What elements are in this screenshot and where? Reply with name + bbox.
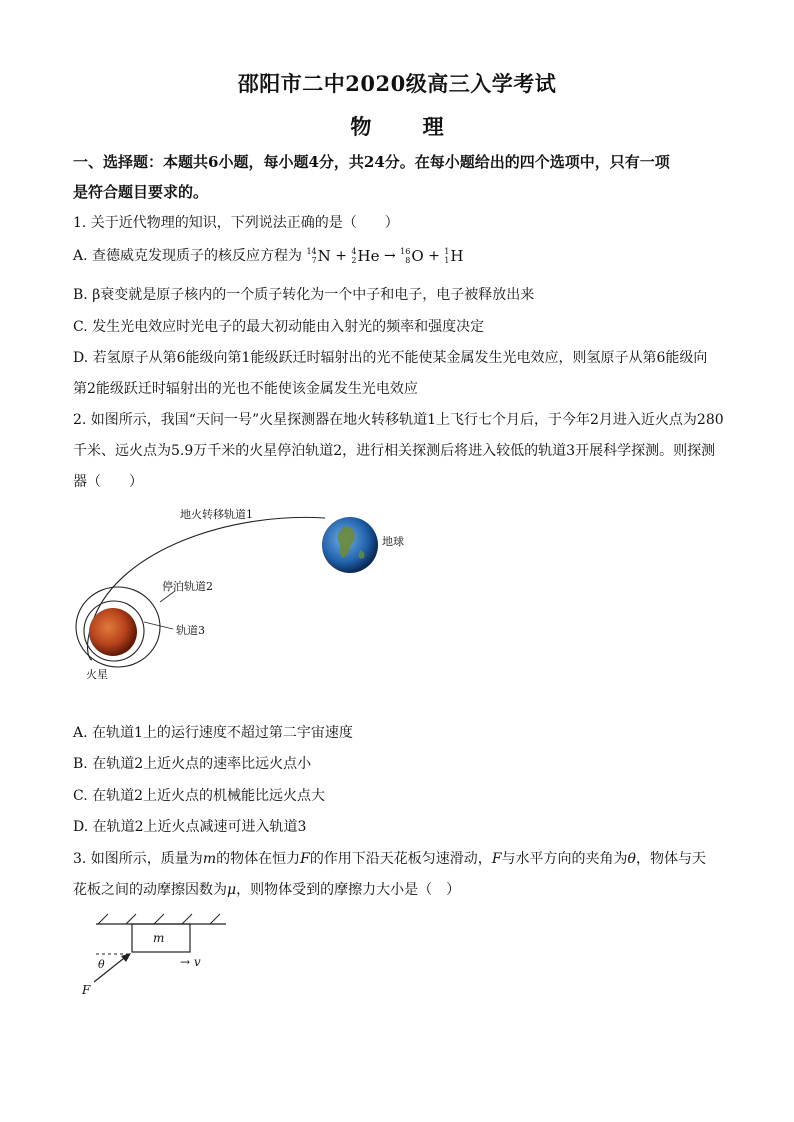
q1-option-d-line2: 第2能级跃迁时辐射出的光也不能使该金属发生光电效应 — [73, 381, 418, 397]
q2-stem-line1: 2. 如图所示，我国“天问一号”火星探测器在地火转移轨道1上飞行七个月后，于今年2月进入近火点为280 — [73, 412, 724, 428]
q2-option-d: D. 在轨道2上近火点减速可进入轨道3 — [73, 819, 307, 835]
q3-stem-text: 的物体在恒力 — [216, 851, 301, 867]
q2-option-a: A. 在轨道1上的运行速度不超过第二宇宙速度 — [73, 725, 353, 741]
q2-option-b: B. 在轨道2上近火点的速率比远火点小 — [73, 756, 312, 772]
nuclide-he-mass: 4 — [351, 247, 357, 256]
q2-option-c: C. 在轨道2上近火点的机械能比远火点大 — [73, 788, 326, 804]
var-F: F — [491, 851, 502, 867]
exam-title: 邵阳市二中2020级高三入学考试 — [237, 71, 557, 96]
earth-label: 地球 — [382, 535, 404, 548]
nuclide-h-mass: 1 — [444, 247, 450, 256]
exam-subject: 物 理 — [350, 114, 466, 139]
q3-stem-line1 — [73, 849, 733, 869]
arrow-icon: → — [383, 248, 396, 264]
plus-sign: + — [428, 248, 440, 264]
nuclide-h — [444, 246, 463, 266]
q3-stem-text: 的作用下沿天花板匀速滑动， — [309, 851, 492, 867]
q3-stem-text: ，物体与天 — [635, 851, 706, 867]
force-label: F — [82, 983, 91, 997]
q1-option-c: C. 发生光电效应时光电子的最大初动能由入射光的频率和强度决定 — [73, 319, 485, 335]
nuclide-he-charge: 2 — [351, 256, 357, 265]
plus-sign: + — [335, 248, 347, 264]
q2-stem-line3: 器（ ） — [73, 474, 143, 490]
q2-stem-line2: 千米、远火点为5.9万千米的火星停泊轨道2，进行相关探测后将进入较低的轨道3开展科学探测。则探测 — [73, 443, 716, 459]
var-m: m — [202, 851, 217, 867]
var-mu: μ — [227, 882, 237, 898]
q3-stem-line2 — [73, 880, 733, 900]
var-theta: θ — [627, 851, 636, 867]
nuclide-o — [400, 246, 424, 266]
ceiling-block-figure — [76, 910, 246, 1000]
mars-icon — [89, 608, 137, 656]
nuclide-n-charge: 7 — [311, 256, 317, 265]
block-mass-label: m — [153, 931, 165, 945]
nuclide-o-symbol: O — [411, 247, 424, 265]
mars-orbit-figure — [80, 500, 404, 690]
orbit1-label: 地火转移轨道1 — [180, 508, 253, 521]
q1-option-b: B. β衰变就是原子核内的一个质子转化为一个中子和电子，电子被释放出来 — [73, 287, 535, 303]
ceiling-hatching — [98, 914, 220, 924]
nuclide-o-charge: 8 — [405, 256, 411, 265]
section1-heading-line2: 是符合题目要求的。 — [73, 183, 209, 201]
mars-label: 火星 — [86, 668, 108, 681]
q3-stem-text: ，则物体受到的摩擦力大小是（ ） — [236, 882, 461, 898]
q3-stem-text: 与水平方向的夹角为 — [501, 851, 628, 867]
nuclide-n-symbol: N — [317, 247, 331, 265]
nuclide-h-charge: 1 — [444, 256, 450, 265]
label-leader-orbit3 — [144, 622, 173, 629]
q1-stem: 1. 关于近代物理的知识，下列说法正确的是（ ） — [73, 215, 399, 231]
q1-option-a — [73, 246, 733, 266]
nuclide-h-symbol: H — [450, 247, 464, 265]
orbit3-label: 轨道3 — [176, 624, 205, 637]
q3-stem-text: 3. 如图所示，质量为 — [73, 851, 203, 867]
nuclide-he-symbol: He — [357, 247, 380, 265]
var-F: F — [300, 851, 310, 867]
q1-option-a-text: A. 查德威克发现质子的核反应方程为 — [73, 248, 303, 264]
nuclide-n-mass: 14 — [306, 247, 317, 256]
nuclide-he — [351, 246, 379, 266]
q1-option-d-line1: D. 若氢原子从第6能级向第1能级跃迁时辐射出的光不能使某金属发生光电效应，则氢原子从第6能级向 — [73, 350, 708, 366]
nuclide-o-mass: 16 — [400, 247, 411, 256]
section1-heading-line1: 一、选择题：本题共6小题，每小题4分，共24分。在每小题给出的四个选项中，只有一项 — [73, 153, 670, 171]
nuclide-n — [306, 246, 330, 266]
q3-stem-text: 花板之间的动摩擦因数为 — [73, 882, 227, 898]
angle-theta-label: θ — [98, 958, 105, 971]
orbit2-label: 停泊轨道2 — [162, 580, 213, 593]
velocity-label: → v — [180, 955, 201, 969]
